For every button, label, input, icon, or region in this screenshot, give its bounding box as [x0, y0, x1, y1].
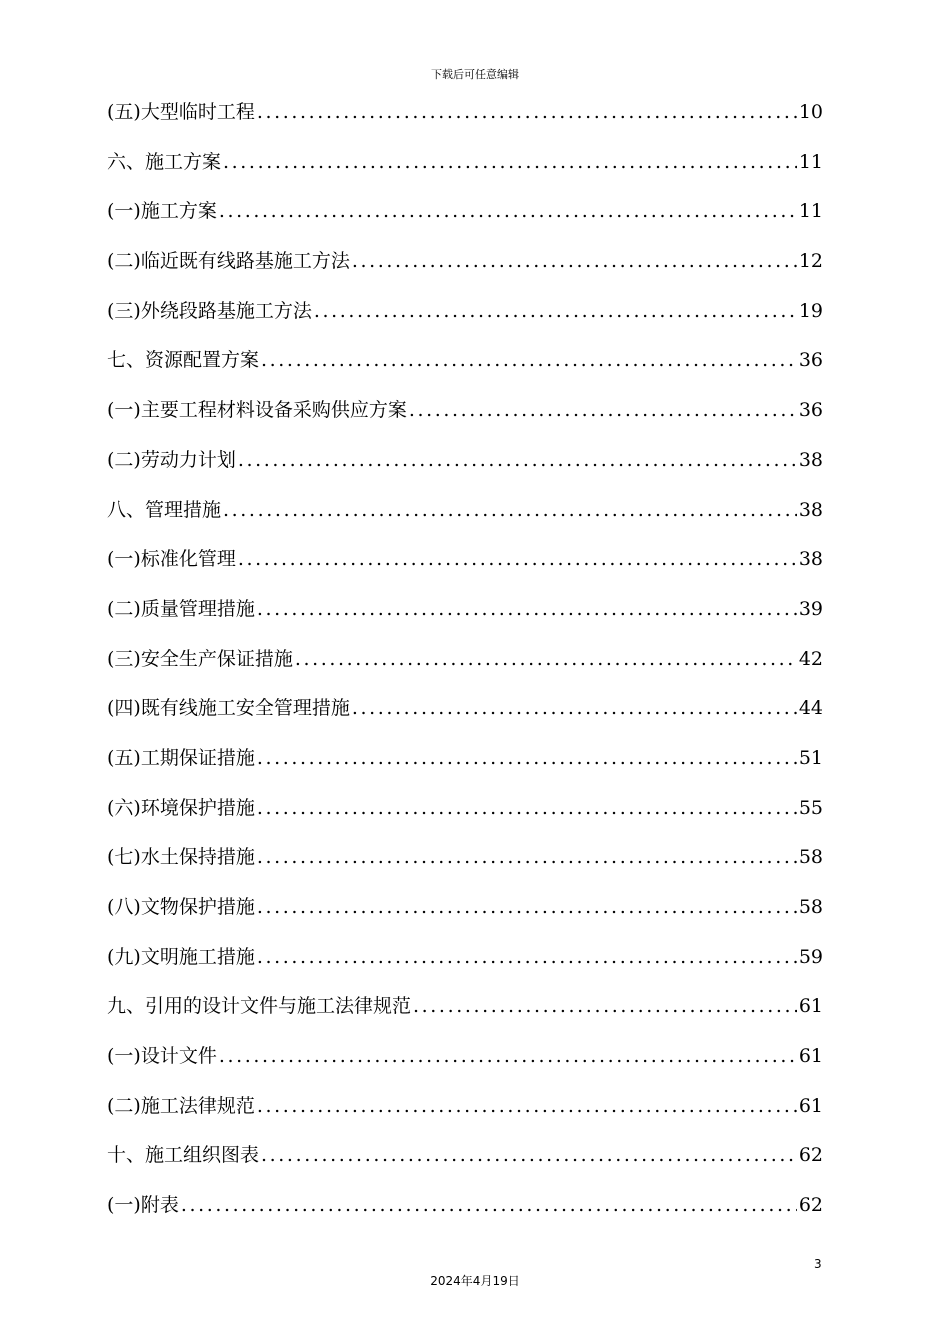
- toc-entry[interactable]: [107, 594, 823, 644]
- toc-leader-dots: [257, 743, 797, 773]
- toc-entry[interactable]: [107, 97, 823, 147]
- toc-leader-dots: [257, 892, 797, 922]
- toc-leader-dots: [413, 991, 797, 1021]
- toc-leader-dots: [261, 345, 797, 375]
- toc-entry[interactable]: [107, 1190, 823, 1240]
- toc-entry[interactable]: [107, 693, 823, 743]
- toc-entry-title: (三)安全生产保证措施: [107, 647, 293, 670]
- toc-entry-page: 44: [798, 697, 823, 720]
- toc-entry-title: (八)文物保护措施: [107, 896, 255, 918]
- toc-entry-page: 61: [798, 995, 823, 1018]
- toc-entry[interactable]: [107, 743, 823, 793]
- toc-entry-title: (二)临近既有线路基施工方法: [107, 250, 350, 273]
- toc-entry-page: 51: [798, 746, 823, 769]
- toc-entry[interactable]: [107, 793, 823, 843]
- toc-leader-dots: [257, 793, 797, 823]
- toc-entry-title: (二)施工法律规范: [107, 1094, 255, 1117]
- toc-entry-title: (一)施工方案: [107, 200, 217, 223]
- toc-entry[interactable]: [107, 1041, 823, 1091]
- toc-entry-page: 36: [798, 399, 823, 422]
- toc-entry-page: 55: [798, 796, 823, 819]
- toc-entry[interactable]: [107, 345, 823, 395]
- toc-leader-dots: [181, 1190, 797, 1220]
- toc-entry-title: (一)附表: [107, 1194, 179, 1217]
- toc-entry-page: 59: [798, 945, 823, 968]
- toc-entry-page: 12: [798, 250, 823, 273]
- toc-entry-title: (七)水土保持措施: [107, 846, 255, 869]
- toc-entry-page: 39: [798, 597, 823, 620]
- toc-entry-title: (三)外绕段路基施工方法: [107, 299, 312, 322]
- toc-entry-page: 58: [798, 846, 823, 869]
- toc-entry-page: 42: [798, 647, 823, 670]
- toc-leader-dots: [261, 1140, 797, 1170]
- toc-entry-title: (一)设计文件: [107, 1045, 217, 1068]
- toc-entry[interactable]: [107, 544, 823, 594]
- toc-entry-title: (一)主要工程材料设备采购供应方案: [107, 399, 407, 422]
- toc-entry-title: 十、施工组织图表: [107, 1144, 260, 1167]
- toc-entry[interactable]: [107, 942, 823, 992]
- toc-entry[interactable]: [107, 395, 823, 445]
- toc-entry[interactable]: [107, 892, 823, 942]
- toc-entry-title: (六)环境保护措施: [107, 796, 255, 819]
- toc-entry[interactable]: [107, 644, 823, 694]
- page-number: 3: [814, 1257, 822, 1271]
- toc-leader-dots: [223, 495, 797, 525]
- toc-entry-page: 36: [798, 349, 823, 372]
- toc-leader-dots: [219, 196, 797, 226]
- toc-entry[interactable]: [107, 842, 823, 892]
- toc-leader-dots: [352, 693, 797, 723]
- toc-leader-dots: [257, 942, 797, 972]
- toc-entry-page: 62: [798, 1194, 823, 1217]
- toc-leader-dots: [257, 1091, 797, 1121]
- toc-leader-dots: [238, 445, 797, 475]
- toc-entry-title: (九)文明施工措施: [107, 945, 255, 968]
- toc-leader-dots: [219, 1041, 797, 1071]
- toc-entry-title: (二)质量管理措施: [107, 597, 255, 620]
- toc-entry[interactable]: [107, 991, 823, 1041]
- toc-entry-title: 六、施工方案: [107, 150, 222, 173]
- toc-leader-dots: [257, 97, 797, 127]
- table-of-contents: [107, 97, 823, 1240]
- toc-entry-page: 19: [798, 299, 823, 322]
- toc-entry-page: 11: [798, 200, 823, 223]
- toc-entry-title: 八、管理措施: [107, 498, 222, 521]
- toc-leader-dots: [238, 544, 797, 574]
- toc-entry-page: 38: [798, 548, 823, 571]
- toc-leader-dots: [223, 147, 797, 177]
- toc-entry[interactable]: [107, 246, 823, 296]
- toc-entry-page: 61: [798, 1045, 823, 1068]
- toc-leader-dots: [295, 644, 797, 674]
- toc-entry-page: 61: [798, 1094, 823, 1117]
- page-header: 下载后可任意编辑: [431, 68, 519, 81]
- toc-entry-title: (五)工期保证措施: [107, 746, 255, 769]
- toc-entry[interactable]: [107, 147, 823, 197]
- toc-entry-page: 62: [798, 1144, 823, 1167]
- toc-entry-title: (四)既有线施工安全管理措施: [107, 697, 350, 720]
- toc-entry[interactable]: [107, 296, 823, 346]
- toc-entry[interactable]: [107, 1091, 823, 1141]
- toc-leader-dots: [257, 594, 797, 624]
- toc-leader-dots: [352, 246, 797, 276]
- toc-entry-page: 11: [798, 150, 823, 173]
- toc-entry-page: 38: [798, 498, 823, 521]
- toc-entry-title: 九、引用的设计文件与施工法律规范: [107, 995, 412, 1018]
- toc-entry-page: 38: [798, 448, 823, 471]
- footer-date: 2024年4月19日: [430, 1274, 520, 1288]
- toc-entry-title: 七、资源配置方案: [107, 349, 260, 372]
- toc-entry[interactable]: [107, 196, 823, 246]
- toc-leader-dots: [314, 296, 797, 326]
- toc-entry-title: (一)标准化管理: [107, 548, 236, 571]
- toc-entry[interactable]: [107, 445, 823, 495]
- toc-entry[interactable]: [107, 1140, 823, 1190]
- toc-entry-page: 58: [798, 896, 823, 918]
- toc-entry-page: 10: [798, 101, 823, 123]
- toc-entry-title: (五)大型临时工程: [107, 101, 255, 123]
- toc-entry[interactable]: [107, 495, 823, 545]
- toc-entry-title: (二)劳动力计划: [107, 448, 236, 471]
- toc-leader-dots: [409, 395, 797, 425]
- toc-leader-dots: [257, 842, 797, 872]
